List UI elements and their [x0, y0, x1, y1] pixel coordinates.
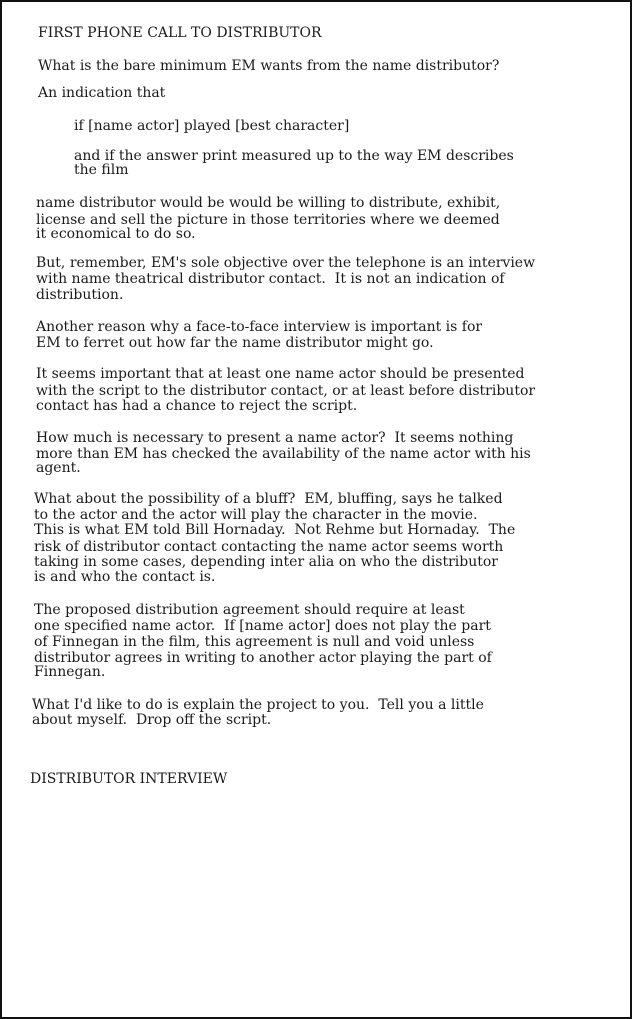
paragraph-agreement — [34, 651, 492, 665]
text-line: is and who the contact is. — [34, 569, 216, 585]
paragraph-remember — [36, 288, 123, 302]
text-line: contact has had a chance to reject the script. — [36, 398, 358, 414]
text-line: Finnegan. — [34, 664, 106, 680]
text-line: if [name actor] played [best character] — [74, 118, 350, 134]
text-line: distribution. — [36, 287, 124, 303]
text-line: license and sell the picture in those territories where we deemed — [36, 212, 500, 228]
paragraph-agreement — [34, 665, 105, 679]
paragraph-bluff — [34, 508, 477, 522]
text-line: This is what EM told Bill Hornaday. Not Rehme but Hornaday. The — [34, 522, 516, 538]
paragraph-bluff — [34, 492, 503, 506]
paragraph-important — [36, 384, 535, 398]
text-line: risk of distributor contact contacting the name actor seems worth — [34, 539, 504, 555]
text-line: What is the bare minimum EM wants from the name distributor? — [38, 58, 500, 74]
paragraph-important — [36, 399, 357, 413]
text-line: it economical to do so. — [36, 226, 196, 242]
paragraph-remember — [36, 256, 535, 270]
text-line: Another reason why a face-to-face interview is important is for — [36, 319, 483, 335]
page-title — [38, 26, 322, 40]
paragraph-how-much — [36, 461, 81, 475]
paragraph-reason — [36, 336, 434, 350]
text-line: name distributor would be would be willing to distribute, exhibit, — [36, 195, 501, 211]
text-line: the film — [74, 162, 129, 178]
paragraph-agreement — [34, 619, 491, 633]
paragraph-indication — [38, 86, 165, 100]
paragraph-willing — [36, 227, 196, 241]
text-line: with the script to the distributor contact, or at least before distributor — [36, 383, 536, 399]
paragraph-bluff — [34, 570, 215, 584]
text-line: distributor agrees in writing to another actor playing the part of — [34, 650, 492, 666]
text-line: How much is necessary to present a name actor? It seems nothing — [36, 430, 514, 446]
text-line: An indication that — [38, 85, 166, 101]
paragraph-remember — [36, 272, 505, 286]
text-line: But, remember, EM's sole objective over the telephone is an interview — [36, 255, 536, 271]
paragraph-bluff — [34, 540, 503, 554]
text-line: EM to ferret out how far the name distributor might go. — [36, 335, 434, 351]
paragraph-willing — [36, 196, 500, 210]
paragraph-agreement — [34, 603, 465, 617]
paragraph-how-much — [36, 447, 531, 461]
text-line: What I'd like to do is explain the project to you. Tell you a little — [32, 697, 484, 713]
text-line: What about the possibility of a bluff? EM, bluffing, says he talked — [34, 491, 503, 507]
paragraph-agreement — [34, 635, 474, 649]
paragraph-explain — [32, 713, 271, 727]
paragraph-reason — [36, 320, 482, 334]
paragraph-how-much — [36, 431, 513, 445]
section-heading — [30, 772, 227, 786]
page-title-text: FIRST PHONE CALL TO DISTRIBUTOR — [38, 25, 322, 41]
text-line: to the actor and the actor will play the character in the movie. — [34, 507, 478, 523]
section-heading-text: DISTRIBUTOR INTERVIEW — [30, 771, 228, 787]
text-line: of Finnegan in the film, this agreement is null and void unless — [34, 634, 475, 650]
text-line: The proposed distribution agreement should require at least — [34, 602, 465, 618]
paragraph-question — [38, 59, 499, 73]
text-line: with name theatrical distributor contact. It is not an indication of — [36, 271, 505, 287]
text-line: one specified name actor. If [name actor] does not play the part — [34, 618, 491, 634]
text-line: agent. — [36, 460, 81, 476]
paragraph-important — [36, 367, 525, 381]
paragraph-willing — [36, 213, 500, 227]
text-line: and if the answer print measured up to the way EM describes — [74, 148, 514, 164]
text-line: more than EM has checked the availability of the name actor with his — [36, 446, 531, 462]
paragraph-bluff — [34, 555, 498, 569]
text-line: taking in some cases, depending inter alia on who the distributor — [34, 554, 498, 570]
condition-answer-print — [74, 149, 514, 163]
paragraph-bluff — [34, 523, 515, 537]
condition-answer-print — [74, 163, 128, 177]
text-line: It seems important that at least one name actor should be presented — [36, 366, 525, 382]
condition-name-actor — [74, 119, 349, 133]
paragraph-explain — [32, 698, 484, 712]
text-line: about myself. Drop off the script. — [32, 712, 272, 728]
